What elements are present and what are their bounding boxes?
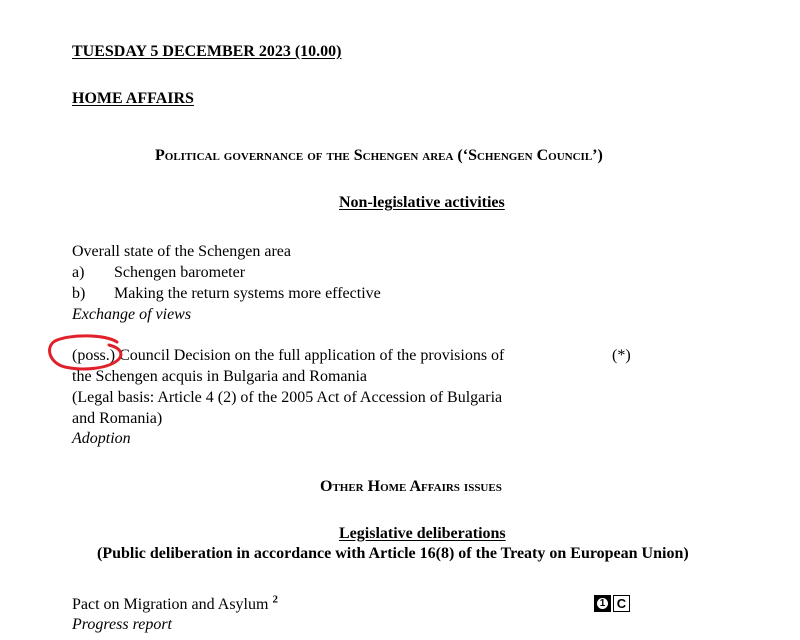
agenda-item-action: Exchange of views: [72, 306, 192, 323]
point-text: Schengen barometer: [114, 264, 246, 281]
point-letter: b): [72, 285, 86, 302]
non-legislative-subheading: Non-legislative activities: [339, 194, 505, 211]
deliberation-icons: [594, 595, 630, 612]
meeting-date: TUESDAY 5 DECEMBER 2023 (10.00): [72, 43, 342, 60]
point-letter: a): [72, 264, 85, 281]
agenda-item-title: Overall state of the Schengen area: [72, 243, 292, 260]
public-deliberation-icon: 1: [594, 595, 611, 612]
pact-item-title: [72, 595, 278, 615]
point-text: Making the return systems more effective: [114, 285, 381, 302]
decision-line-1: [72, 346, 504, 366]
other-affairs-heading: Other Home Affairs issues: [320, 478, 502, 495]
agenda-point-a: [72, 263, 245, 283]
agenda-point-b: [72, 284, 381, 304]
asterisk-marker: (*): [612, 347, 631, 364]
section-title: HOME AFFAIRS: [72, 90, 194, 107]
commission-item-icon: C: [613, 595, 630, 612]
pact-title-text: Pact on Migration and Asylum: [72, 596, 269, 613]
legislative-subheading: Legislative deliberations: [339, 525, 506, 542]
legal-basis-line-1: (Legal basis: Article 4 (2) of the 2005 Act of Accession of Bulgaria: [72, 389, 503, 406]
footnote-ref: 2: [272, 593, 278, 606]
possible-prefix: (poss.): [72, 347, 116, 364]
decision-action: Adoption: [72, 430, 131, 447]
public-deliberation-note: (Public deliberation in accordance with Article 16(8) of the Treaty on European Union): [97, 545, 689, 562]
schengen-heading: Political governance of the Schengen area (‘Schengen Council’): [155, 147, 603, 164]
decision-line-2: the Schengen acquis in Bulgaria and Romania: [72, 368, 368, 385]
legal-basis-line-2: and Romania): [72, 410, 163, 427]
decision-text: Council Decision on the full application of the provisions of: [119, 347, 505, 364]
pact-item-action: Progress report: [72, 616, 172, 633]
